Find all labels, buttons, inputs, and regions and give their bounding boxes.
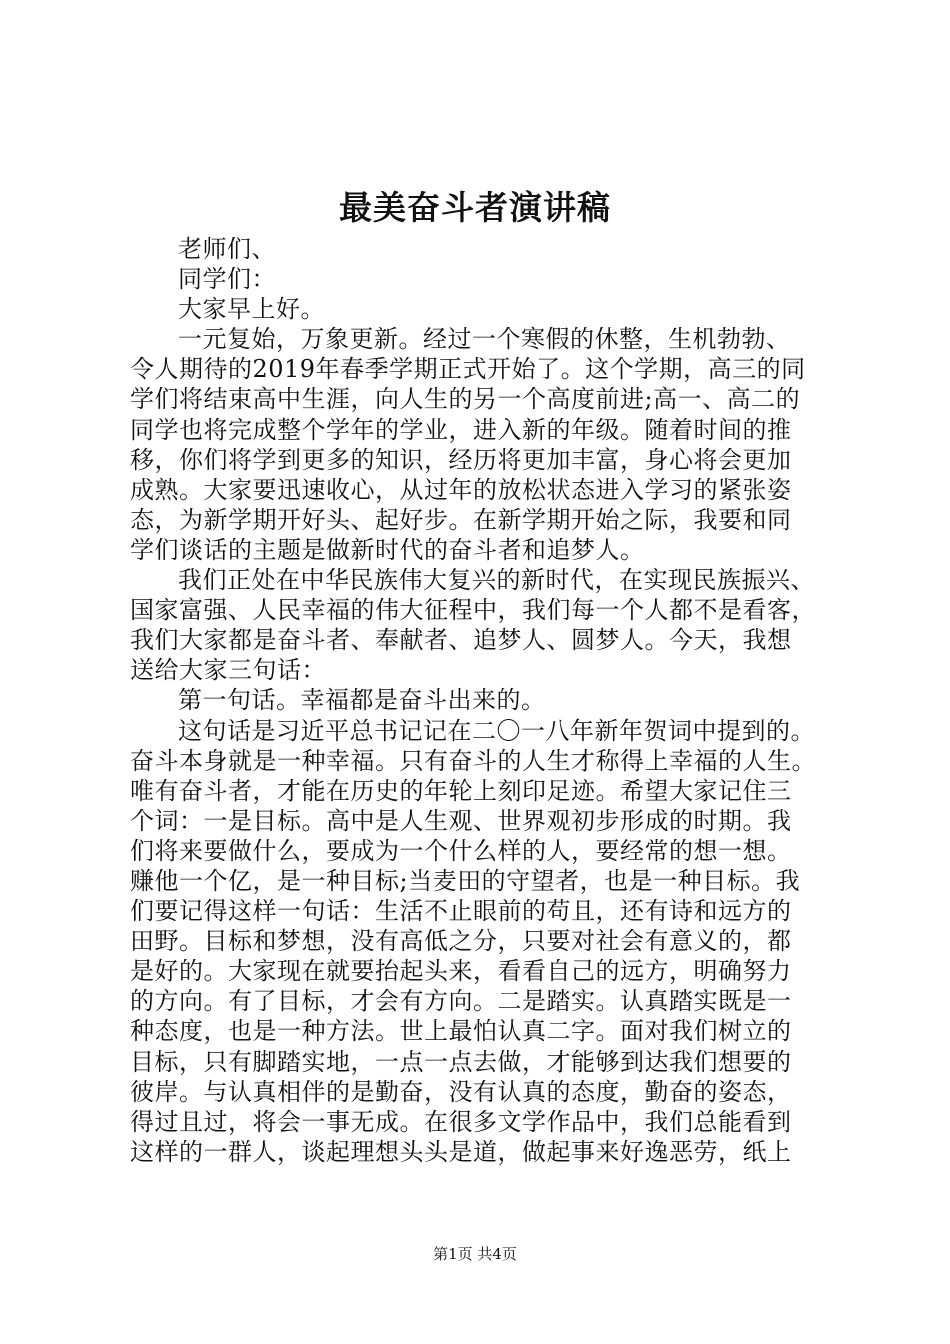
text-line: 田野。目标和梦想，没有高低之分，只要对社会有意义的，都 [130,927,792,956]
text-line: 学们将结束高中生涯，向人生的另一个高度前进;高一、高二的 [130,385,801,414]
text-line: 是好的。大家现在就要抬起头来，看看自己的远方，明确努力 [130,957,792,986]
text-line: 同学们： [178,265,276,294]
text-line: 送给大家三句话： [130,656,326,685]
text-line: 一元复始，万象更新。经过一个寒假的休整，生机勃勃、 [178,325,791,354]
text-line: 我们大家都是奋斗者、奉献者、追梦人、圆梦人。今天，我想 [130,626,792,655]
text-line: 赚他一个亿，是一种目标;当麦田的守望者，也是一种目标。我 [130,866,801,895]
text-line: 大家早上好。 [178,295,325,324]
text-line: 第一句话。幸福都是奋斗出来的。 [178,686,546,715]
text-line: 成熟。大家要迅速收心，从过年的放松状态进入学习的紧张姿 [130,475,792,504]
text-line: 这样的一群人，谈起理想头头是道，做起事来好逸恶劳，纸上 [130,1137,792,1166]
text-line: 们要记得这样一句话：生活不止眼前的苟且，还有诗和远方的 [130,897,792,926]
text-line: 的方向。有了目标，才会有方向。二是踏实。认真踏实既是一 [130,987,792,1016]
text-line: 态，为新学期开好头、起好步。在新学期开始之际，我要和同 [130,505,792,534]
text-line: 种态度，也是一种方法。世上最怕认真二字。面对我们树立的 [130,1017,792,1046]
text-line: 同学也将完成整个学年的学业，进入新的年级。随着时间的推 [130,415,792,444]
document-title: 最美奋斗者演讲稿 [339,188,611,227]
text-line: 个词：一是目标。高中是人生观、世界观初步形成的时期。我 [130,806,792,835]
text-line: 彼岸。与认真相伴的是勤奋，没有认真的态度，勤奋的姿态， [130,1077,792,1106]
text-line: 老师们、 [178,235,276,263]
text-line: 我们正处在中华民族伟大复兴的新时代，在实现民族振兴、 [178,566,815,595]
text-line: 得过且过，将会一事无成。在很多文学作品中，我们总能看到 [130,1107,792,1136]
text-line: 学们谈话的主题是做新时代的奋斗者和追梦人。 [130,535,645,564]
text-line: 这句话是习近平总书记记在二〇一八年新年贺词中提到的。 [178,716,815,745]
text-line: 国家富强、人民幸福的伟大征程中，我们每一个人都不是看客， [130,596,816,625]
text-line: 唯有奋斗者，才能在历史的年轮上刻印足迹。希望大家记住三 [130,776,792,805]
text-line: 们将来要做什么，要成为一个什么样的人，要经常的想一想。 [130,836,792,865]
page-number: 第1页 共4页 [433,1245,517,1263]
document-body [130,234,834,1167]
text-line: 目标，只有脚踏实地，一点一点去做，才能够到达我们想要的 [130,1047,792,1076]
text-line: 令人期待的2019年春季学期正式开始了。这个学期，高三的同 [130,355,806,384]
text-line: 移，你们将学到更多的知识，经历将更加丰富，身心将会更加 [130,445,792,474]
text-line: 奋斗本身就是一种幸福。只有奋斗的人生才称得上幸福的人生。 [130,746,816,775]
